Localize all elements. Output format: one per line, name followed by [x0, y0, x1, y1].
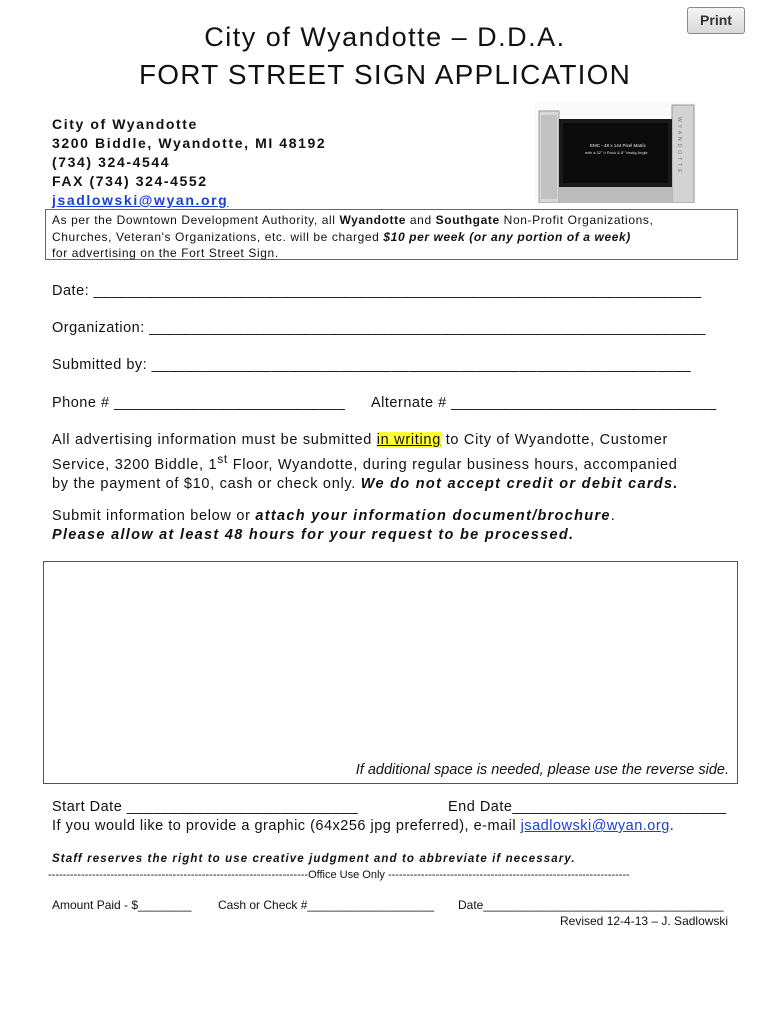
graphic-instructions: If you would like to provide a graphic (64x256 jpg preferred), e-mail jsadlowski@wyan.org. — [52, 818, 675, 834]
contact-block — [52, 115, 326, 210]
contact-email-link[interactable]: jsadlowski@wyan.org — [52, 192, 229, 208]
office-date-field[interactable]: Date____________________________________ — [458, 898, 724, 912]
phone-field[interactable]: Phone # ___________________________ — [52, 395, 346, 411]
cash-check-field[interactable]: Cash or Check #___________________ — [218, 898, 435, 912]
amount-paid-field[interactable]: Amount Paid - $________ — [52, 898, 192, 912]
graphic-email-link[interactable]: jsadlowski@wyan.org — [520, 818, 670, 834]
submitted-by-field[interactable]: Submitted by: _______________________________________________________________ — [52, 357, 692, 373]
reverse-side-note: If additional space is needed, please use the reverse side. — [355, 762, 729, 778]
svg-text:with a 32" h Rock & 8" Vestig: with a 32" h Rock & 8" Vestig Angle — [585, 150, 648, 155]
alternate-field[interactable]: Alternate # _______________________________ — [371, 395, 717, 411]
print-button[interactable]: Print — [687, 7, 745, 34]
contact-phone: (734) 324-4544 — [52, 154, 171, 170]
office-use-divider: -----------------------------------------------------------------------Office Use Only ------------------------------------------------------------------ — [48, 869, 630, 881]
title-line2: FORT STREET SIGN APPLICATION — [138, 59, 632, 90]
submit-paragraph: Submit information below or attach your information document/brochure. Please allow at least 48 hours for your request to be processed. — [52, 507, 752, 545]
staff-note: Staff reserves the right to use creative judgment and to abbreviate if necessary. — [52, 853, 576, 865]
revised-note: Revised 12-4-13 – J. Sadlowski — [560, 914, 729, 928]
fort-street-sign-image — [535, 103, 696, 203]
contact-address: 3200 Biddle, Wyandotte, MI 48192 — [52, 135, 327, 151]
svg-text:EMC - 48 x 144 Pixel Matrix: EMC - 48 x 144 Pixel Matrix — [590, 143, 646, 148]
in-writing-highlight: in writing — [376, 432, 441, 448]
title-line1: City of Wyandotte – D.D.A. — [204, 22, 566, 52]
allow-48-hours-note: Please allow at least 48 hours for your request to be processed. — [52, 527, 575, 543]
information-textarea[interactable] — [43, 561, 738, 784]
end-date-field[interactable]: End Date_________________________ — [448, 799, 727, 815]
advertising-paragraph: All advertising information must be submitted in writing to City of Wyandotte, Customer Service, 3200 Biddle, 1st Floor, Wyandotte, during regular business hours, accompanied by the payment of $10, cash or check only. We do not accept credit or debit cards. — [52, 432, 679, 492]
price-text: $10 per week (or any portion of a week) — [383, 229, 631, 244]
start-date-field[interactable]: Start Date ___________________________ — [52, 799, 359, 815]
contact-fax: FAX (734) 324-4552 — [52, 173, 208, 189]
organization-field[interactable]: Organization: _________________________________________________________________ — [52, 320, 706, 336]
no-credit-note: We do not accept credit or debit cards. — [360, 475, 679, 492]
contact-name: City of Wyandotte — [52, 116, 198, 132]
notice-box: As per the Downtown Development Authority, all Wyandotte and Southgate Non-Profit Organizations, Churches, Veteran's Organizations, etc. will be charged $10 per week (or any portion of a week) for advertising on the Fort Street Sign. — [45, 209, 738, 260]
date-field[interactable]: Date: _______________________________________________________________________ — [52, 283, 702, 299]
svg-text:WYANDOTTE: WYANDOTTE — [676, 117, 682, 176]
